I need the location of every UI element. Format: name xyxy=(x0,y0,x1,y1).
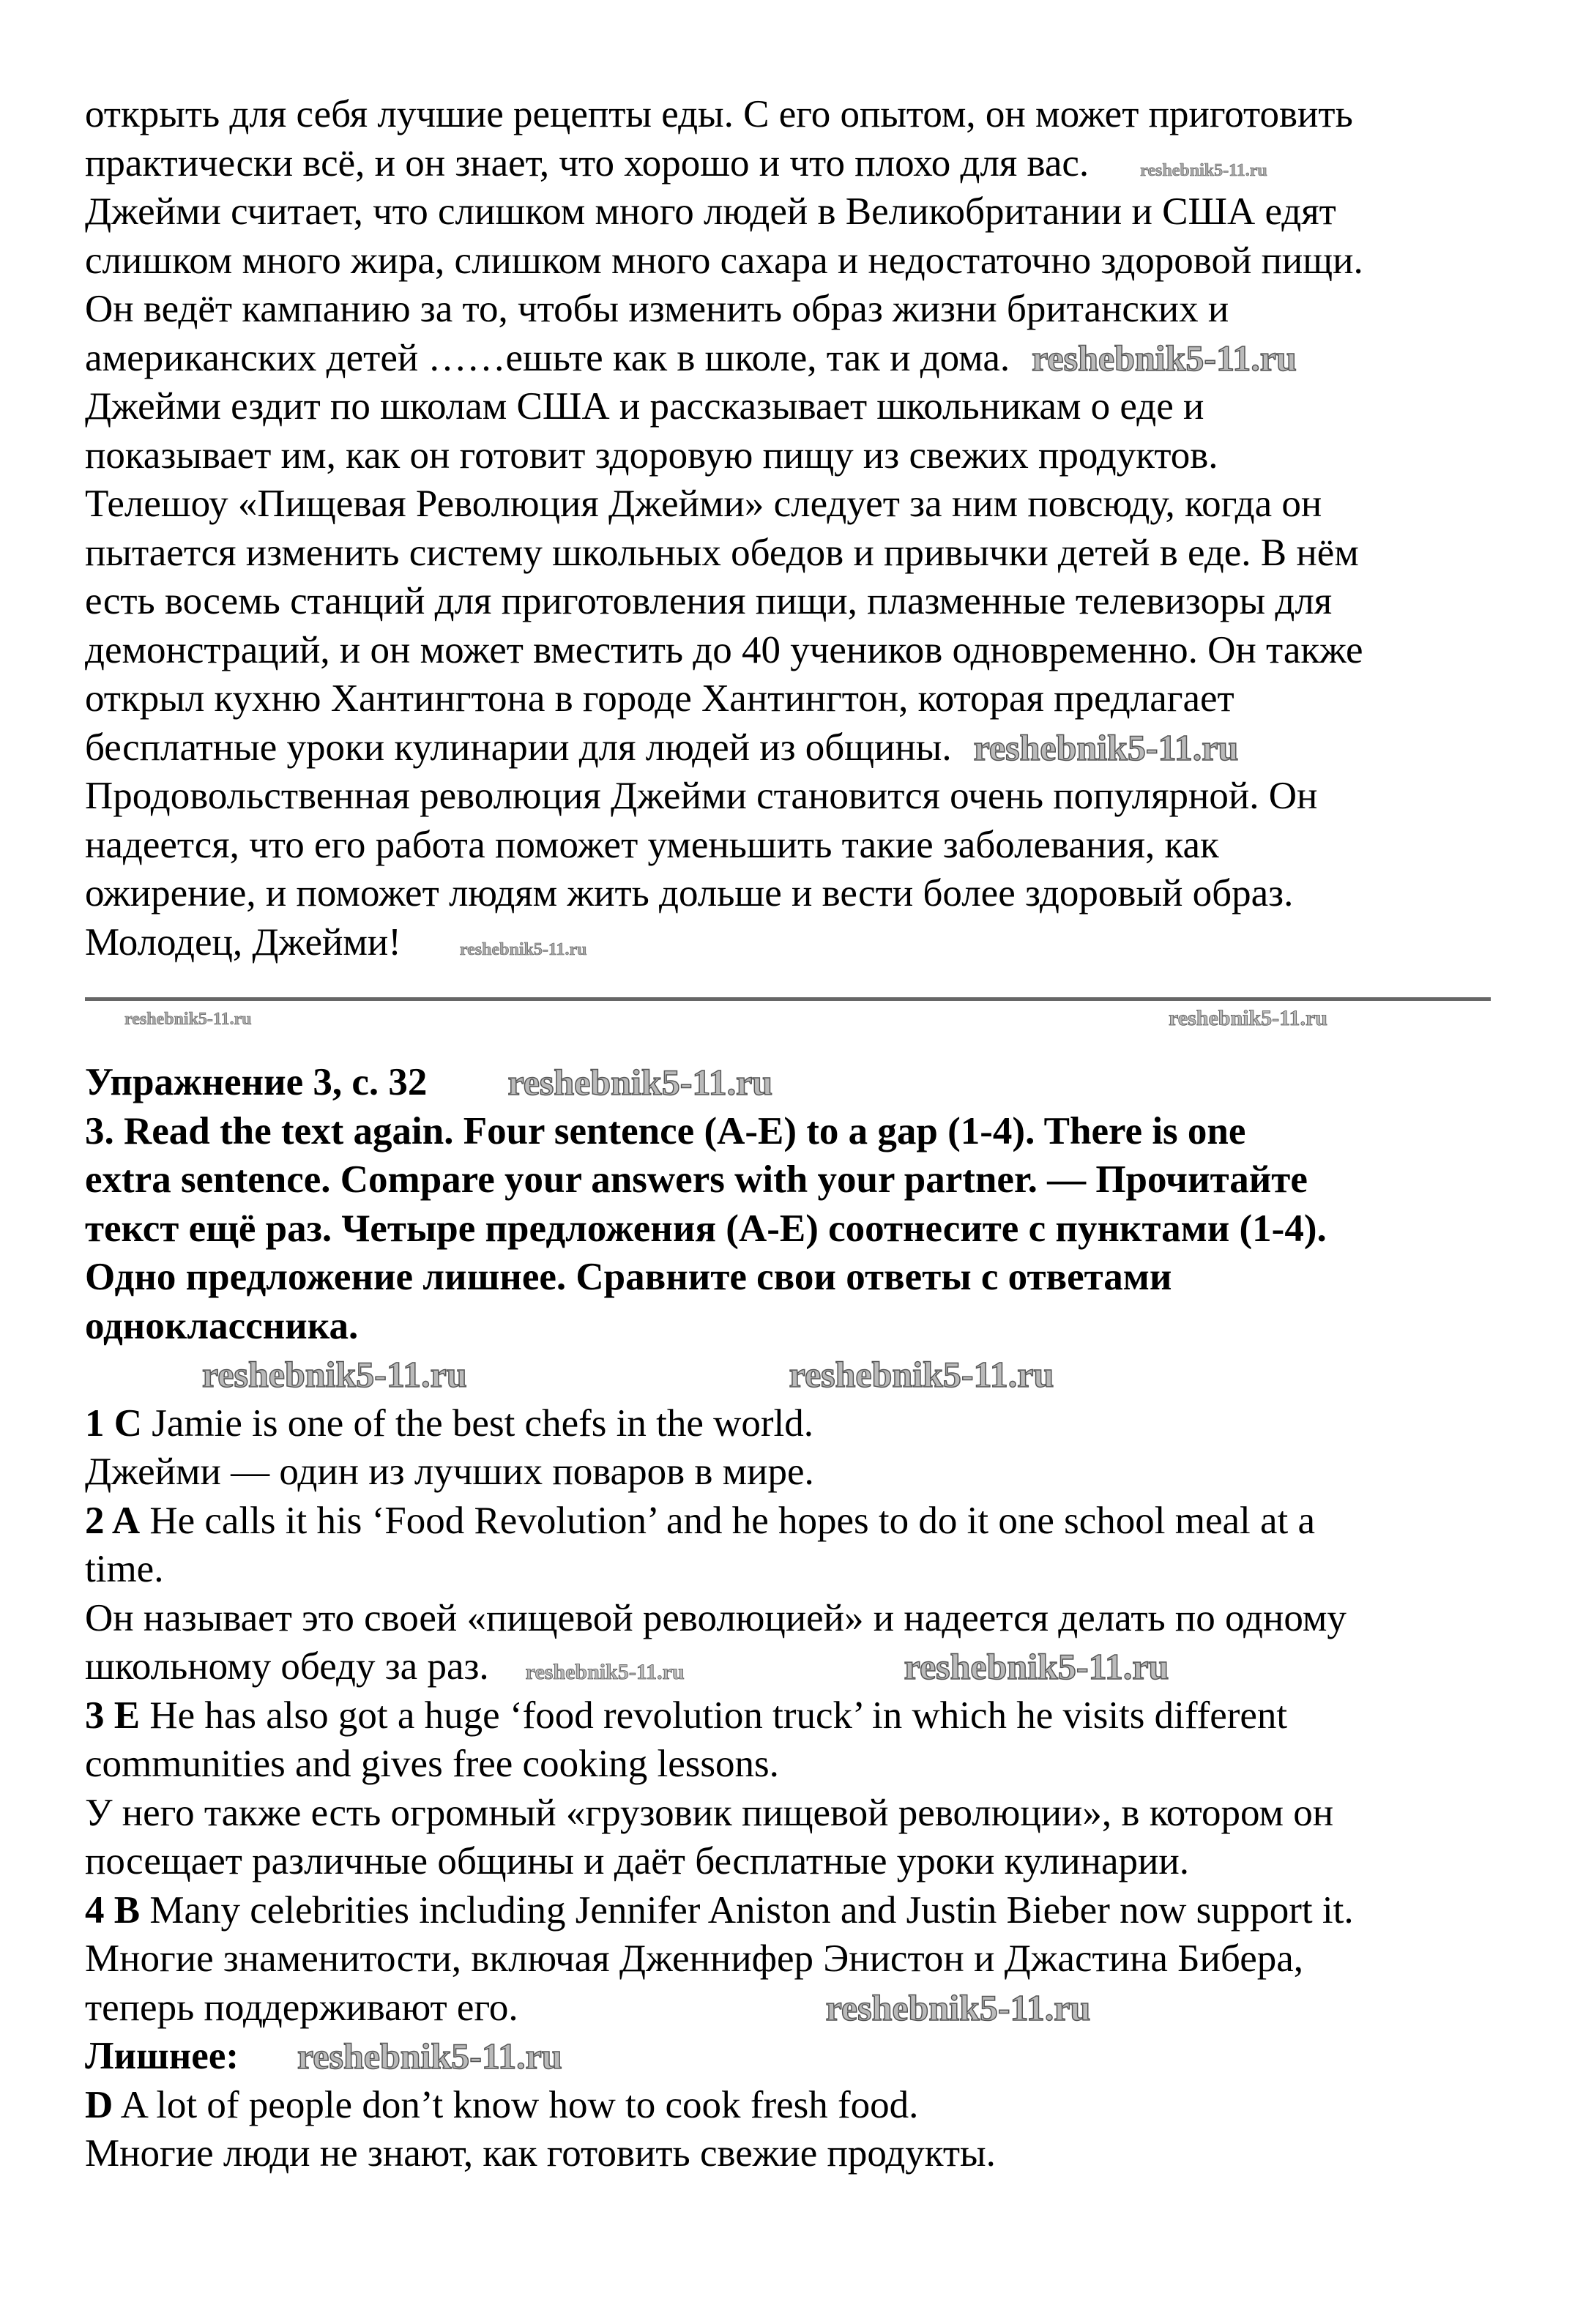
watermark: reshebnik5-11.ru xyxy=(973,726,1239,768)
watermark: reshebnik5-11.ru xyxy=(202,1354,467,1395)
passage-line-text: Джейми ездит по школам США и рассказывает школьникам о еде и xyxy=(85,385,1204,428)
watermark: reshebnik5-11.ru xyxy=(1032,337,1297,379)
task-line: 3. Read the text again. Four sentence (A-E) to a gap (1-4). There is one xyxy=(85,1109,1246,1152)
answer-key: 4 B xyxy=(85,1888,141,1932)
answer-ru: Джейми — один из лучших поваров в мире. xyxy=(85,1450,814,1493)
answer-ru: Многие знаменитости, включая Дженнифер Энистон и Джастина Бибера, xyxy=(85,1937,1303,1980)
passage-line xyxy=(85,382,1498,431)
passage-line xyxy=(85,334,1498,383)
passage-line-text: Молодец, Джейми! xyxy=(85,920,401,964)
exercise-section xyxy=(85,1058,1498,2178)
answer-en: communities and gives free cooking lessons. xyxy=(85,1743,779,1785)
answer-key: D xyxy=(85,2083,113,2126)
watermark: reshebnik5-11.ru xyxy=(825,1986,1091,2028)
watermark: reshebnik5-11.ru xyxy=(297,2036,562,2077)
passage-line xyxy=(85,577,1498,626)
answer-3 xyxy=(85,1691,1498,1740)
answer-ru-line xyxy=(85,1984,1498,2033)
passage-text xyxy=(85,90,1498,967)
answer-ru: школьному обеду за раз. xyxy=(85,1645,489,1688)
passage-line xyxy=(85,431,1498,480)
answer-en: He has also got a huge ‘food revolution truck’ in which he visits different xyxy=(140,1694,1288,1737)
answer-en: A lot of people don’t know how to cook fresh food. xyxy=(113,2083,919,2126)
passage-line xyxy=(85,723,1498,772)
watermark: reshebnik5-11.ru xyxy=(904,1646,1169,1687)
task-line: extra sentence. Compare your answers with your partner. — Прочитайте xyxy=(85,1158,1308,1201)
passage-line-text: Он ведёт кампанию за то, чтобы изменить образ жизни британских и xyxy=(85,288,1229,330)
passage-line xyxy=(85,821,1498,870)
passage-line-text: показывает им, как он готовит здоровую пищу из свежих продуктов. xyxy=(85,433,1218,477)
watermark: reshebnik5-11.ru xyxy=(124,1010,252,1029)
watermark: reshebnik5-11.ru xyxy=(1169,1006,1327,1030)
passage-line-text: практически всё, и он знает, что хорошо и что плохо для вас. xyxy=(85,141,1090,185)
passage-line xyxy=(85,90,1498,139)
passage-line-text: есть восемь станций для приготовления пищи, плазменные телевизоры для xyxy=(85,580,1333,622)
answer-1 xyxy=(85,1399,1498,1448)
answer-key: 3 E xyxy=(85,1694,141,1737)
watermark: reshebnik5-11.ru xyxy=(525,1660,685,1684)
answer-ru: Он называет это своей «пищевой революцией» и надеется делать по одному xyxy=(85,1596,1347,1639)
passage-line-text: открыть для себя лучшие рецепты еды. С его опытом, он может приготовить xyxy=(85,93,1353,135)
passage-line xyxy=(85,237,1498,286)
watermark-row xyxy=(85,1350,1498,1399)
answer-key: 2 A xyxy=(85,1499,141,1542)
watermark: reshebnik5-11.ru xyxy=(789,1354,1054,1395)
passage-line-text: демонстраций, и он может вместить до 40 учеников одновременно. Он также xyxy=(85,628,1363,671)
task-line: одноклассника. xyxy=(85,1304,359,1347)
answer-ru: У него также есть огромный «грузовик пищевой революции», в котором он xyxy=(85,1791,1334,1834)
passage-line xyxy=(85,918,1498,967)
passage-line-text: открыл кухню Хантингтона в городе Хантингтон, которая предлагает xyxy=(85,677,1234,720)
passage-line xyxy=(85,626,1498,675)
passage-line xyxy=(85,529,1498,578)
answer-2 xyxy=(85,1497,1498,1546)
extra-row xyxy=(85,2032,1498,2081)
watermark: reshebnik5-11.ru xyxy=(507,1062,773,1103)
passage-line xyxy=(85,480,1498,529)
section-divider xyxy=(85,997,1491,1001)
answer-en: Many celebrities including Jennifer Aniston and Justin Bieber now support it. xyxy=(140,1888,1354,1932)
passage-line-text: американских детей ……ешьте как в школе, так и дома. xyxy=(85,336,1010,379)
extra-answer xyxy=(85,2081,1498,2130)
extra-label: Лишнее: xyxy=(85,2035,239,2077)
answer-ru: Многие люди не знают, как готовить свежие продукты. xyxy=(85,2132,996,2175)
passage-line xyxy=(85,674,1498,723)
exercise-heading-text: Упражнение 3, с. 32 xyxy=(85,1061,428,1103)
answer-key: 1 C xyxy=(85,1401,143,1445)
watermark: reshebnik5-11.ru xyxy=(459,939,587,959)
passage-line-text: Продовольственная революция Джейми становится очень популярной. Он xyxy=(85,775,1318,817)
passage-line-text: надеется, что его работа поможет уменьшить такие заболевания, как xyxy=(85,823,1219,866)
passage-line-text: Телешоу «Пищевая Революция Джейми» следует за ним повсюду, когда он xyxy=(85,483,1322,525)
answer-en: He calls it his ‘Food Revolution’ and he hopes to do it one school meal at a xyxy=(140,1499,1316,1542)
task-line: Одно предложение лишнее. Сравните свои ответы с ответами xyxy=(85,1256,1172,1298)
answer-ru: теперь поддерживают его. xyxy=(85,1986,518,2029)
answer-ru-line xyxy=(85,1642,1498,1691)
task-line: текст ещё раз. Четыре предложения (A-E) соотнесите с пунктами (1-4). xyxy=(85,1207,1327,1250)
passage-line-text: пытается изменить систему школьных обедов и привычки детей в еде. В нём xyxy=(85,531,1359,574)
passage-line xyxy=(85,285,1498,334)
passage-line-text: слишком много жира, слишком много сахара и недостаточно здоровой пищи. xyxy=(85,239,1363,282)
answer-4 xyxy=(85,1886,1498,1935)
exercise-heading xyxy=(85,1058,1498,1107)
answer-ru: посещает различные общины и даёт бесплатные уроки кулинарии. xyxy=(85,1840,1189,1882)
answer-en: Jamie is one of the best chefs in the world. xyxy=(142,1401,813,1445)
passage-line xyxy=(85,869,1498,918)
answer-en: time. xyxy=(85,1548,164,1590)
passage-line xyxy=(85,772,1498,821)
passage-line-text: ожирение, и поможет людям жить дольше и вести более здоровый образ. xyxy=(85,872,1294,915)
watermark: reshebnik5-11.ru xyxy=(1140,160,1267,180)
passage-line xyxy=(85,139,1498,188)
passage-line xyxy=(85,187,1498,237)
passage-line-text: Джейми считает, что слишком много людей в Великобритании и США едят xyxy=(85,190,1336,233)
passage-line-text: бесплатные уроки кулинарии для людей из общины. xyxy=(85,726,952,769)
